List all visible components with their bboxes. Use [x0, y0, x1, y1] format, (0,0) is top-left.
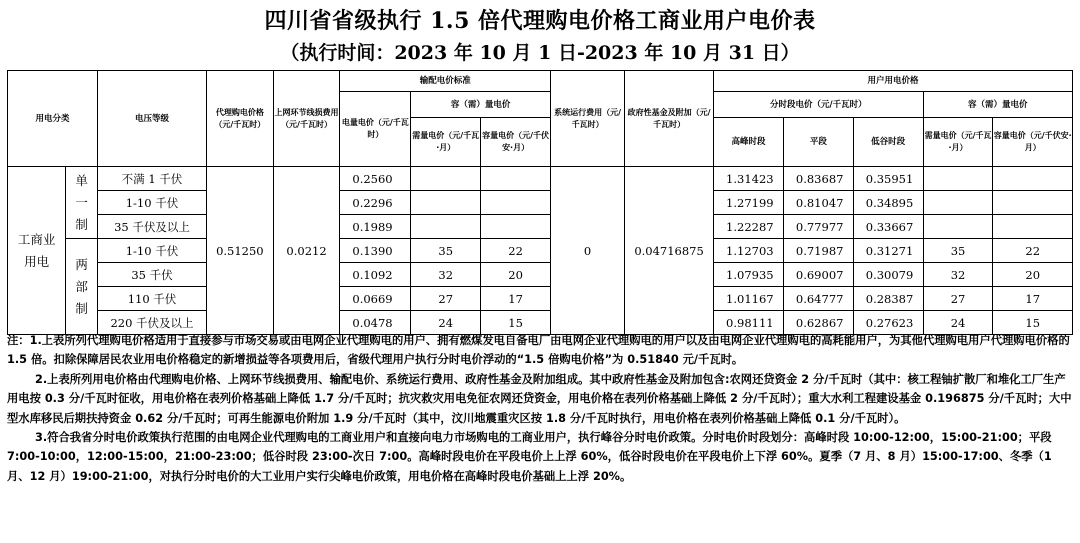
header-transmission: 输配电价标准 [340, 71, 551, 92]
row-capacity: 22 [481, 239, 551, 263]
row-user-capacity [993, 191, 1073, 215]
row-valley: 0.30079 [853, 263, 923, 287]
fund-value: 0.04716875 [625, 167, 714, 335]
header-peak: 高峰时段 [714, 118, 784, 167]
row-user-capacity: 15 [993, 311, 1073, 335]
row-energy: 0.2296 [340, 191, 411, 215]
system-value: 0 [551, 167, 625, 335]
row-flat: 0.71987 [783, 239, 853, 263]
row-flat: 0.69007 [783, 263, 853, 287]
header-valley: 低谷时段 [853, 118, 923, 167]
row-valley: 0.34895 [853, 191, 923, 215]
row-energy: 0.0478 [340, 311, 411, 335]
header-user-price: 用户用电价格 [714, 71, 1073, 92]
row-energy: 0.1092 [340, 263, 411, 287]
header-energy-price: 电量电价（元/千瓦时） [340, 92, 411, 167]
header-agent-price: 代理购电价格（元/千瓦时） [207, 71, 274, 167]
header-demand: 需量电价（元/千瓦·月） [411, 118, 481, 167]
row-peak: 1.01167 [714, 287, 784, 311]
row-flat: 0.64777 [783, 287, 853, 311]
header-flat: 平段 [783, 118, 853, 167]
row-peak: 1.27199 [714, 191, 784, 215]
row-user-capacity: 17 [993, 287, 1073, 311]
row-user-demand: 32 [923, 263, 993, 287]
row-capacity: 15 [481, 311, 551, 335]
row-voltage: 不满 1 千伏 [97, 167, 206, 191]
row-user-demand [923, 167, 993, 191]
header-voltage: 电压等级 [97, 71, 206, 167]
header-category: 用电分类 [8, 71, 98, 167]
single-part-label: 单一制 [66, 167, 98, 239]
row-voltage: 35 千伏 [97, 263, 206, 287]
two-part-label: 两部制 [66, 239, 98, 335]
agent-price-value: 0.51250 [207, 167, 274, 335]
row-energy: 0.0669 [340, 287, 411, 311]
row-flat: 0.62867 [783, 311, 853, 335]
row-user-demand: 27 [923, 287, 993, 311]
row-user-capacity [993, 167, 1073, 191]
row-capacity [481, 191, 551, 215]
header-loss: 上网环节线损费用（元/千瓦时） [273, 71, 340, 167]
row-energy: 0.1390 [340, 239, 411, 263]
header-fund: 政府性基金及附加（元/千瓦时） [625, 71, 714, 167]
loss-value: 0.0212 [273, 167, 340, 335]
row-user-demand [923, 215, 993, 239]
header-system: 系统运行费用（元/千瓦时） [551, 71, 625, 167]
note-2: 2.上表所列用电价格由代理购电价格、上网环节线损费用、输配电价、系统运行费用、政府性基金及附加组成。其中政府性基金及附加包含:农网还贷资金 2 分/千瓦时（其中：核工程铀扩散厂和堆化工厂生产用电按 0.3 分/千瓦时征收，用电价格在表列价格基础上降低 1.7 分/千瓦时；抗灾救灾用电免征农网还贷资金，用电价格在表列价格基础上降低 2 分/千瓦时）；重大水利工程建设基金 0.196875 分/千瓦时；大中型水库移民后期扶持资金 0.62 分/千瓦时；可再生能源电价附加 1.9 分/千瓦时（其中，汶川地震重灾区按 1.8 分/千瓦时执行，用电价格在表列价格基础上降低 0.1 分/千瓦时）。 [7, 372, 1072, 425]
row-peak: 1.12703 [714, 239, 784, 263]
row-peak: 1.22287 [714, 215, 784, 239]
row-voltage: 35 千伏及以上 [97, 215, 206, 239]
row-demand: 24 [411, 311, 481, 335]
row-user-demand: 24 [923, 311, 993, 335]
row-capacity: 20 [481, 263, 551, 287]
row-flat: 0.81047 [783, 191, 853, 215]
row-user-capacity [993, 215, 1073, 239]
row-voltage: 1-10 千伏 [97, 239, 206, 263]
row-flat: 0.83687 [783, 167, 853, 191]
row-valley: 0.27623 [853, 311, 923, 335]
row-demand: 27 [411, 287, 481, 311]
row-peak: 1.31423 [714, 167, 784, 191]
row-demand [411, 215, 481, 239]
page-subtitle: （执行时间：2023 年 10 月 1 日-2023 年 10 月 31 日） [280, 42, 800, 64]
row-peak: 0.98111 [714, 311, 784, 335]
row-voltage: 220 千伏及以上 [97, 311, 206, 335]
header-capacity-group: 容（需）量电价 [411, 92, 551, 118]
row-capacity [481, 215, 551, 239]
row-capacity [481, 167, 551, 191]
header-user-demand: 需量电价（元/千瓦·月） [923, 118, 993, 167]
row-user-demand [923, 191, 993, 215]
row-energy: 0.1989 [340, 215, 411, 239]
header-user-capacity-group: 容（需）量电价 [923, 92, 1072, 118]
row-voltage: 110 千伏 [97, 287, 206, 311]
row-user-demand: 35 [923, 239, 993, 263]
row-valley: 0.33667 [853, 215, 923, 239]
row-valley: 0.35951 [853, 167, 923, 191]
row-energy: 0.2560 [340, 167, 411, 191]
row-peak: 1.07935 [714, 263, 784, 287]
header-tou: 分时段电价（元/千瓦时） [714, 92, 924, 118]
price-table [7, 70, 1073, 335]
header-user-capacity: 容量电价（元/千伏安·月） [993, 118, 1073, 167]
row-voltage: 1-10 千伏 [97, 191, 206, 215]
row-flat: 0.77977 [783, 215, 853, 239]
category-label: 工商业用电 [8, 167, 66, 335]
row-user-capacity: 20 [993, 263, 1073, 287]
row-valley: 0.31271 [853, 239, 923, 263]
note-3: 3.符合我省分时电价政策执行范围的由电网企业代理购电的工商业用户和直接向电力市场购电的工商业用户，执行峰谷分时电价政策。分时电价时段划分：高峰时段 10:00-12:00，15:00-21:00；平段 7:00-10:00，12:00-15:00，21:00-23:00；低谷时段 23:00-次日 7:00。高峰时段电价在平段电价上上浮 60%，低谷时段电价在平段电价上下浮 60%。夏季（7 月、8 月）15:00-17:00、冬季（1 月、12 月）19:00-21:00，对执行分时电价的大工业用户实行尖峰电价政策，用电价格在高峰时段电价基础上上浮 20%。 [7, 431, 1052, 483]
row-capacity: 17 [481, 287, 551, 311]
header-capacity: 容量电价（元/千伏安·月） [481, 118, 551, 167]
row-demand: 35 [411, 239, 481, 263]
row-user-capacity: 22 [993, 239, 1073, 263]
row-valley: 0.28387 [853, 287, 923, 311]
note-1: 注：1.上表所列代理购电价格适用于直接参与市场交易或由电网企业代理购电的用户、拥有燃煤发电自备电厂由电网企业代理购电的用户以及由电网企业代理购电的高耗能用户，为其他代理购电用户代理购电价格的 1.5 倍。扣除保障居民农业用电价格稳定的新增损益等各项费用后，省级代理用户执行分时电价浮动的“1.5 倍购电价格”为 0.51840 元/千瓦时。 [7, 334, 1070, 367]
row-demand: 32 [411, 263, 481, 287]
notes-section [7, 331, 1073, 486]
row-demand [411, 167, 481, 191]
page-title: 四川省省级执行 1.5 倍代理购电价格工商业用户电价表 [264, 8, 816, 34]
row-demand [411, 191, 481, 215]
